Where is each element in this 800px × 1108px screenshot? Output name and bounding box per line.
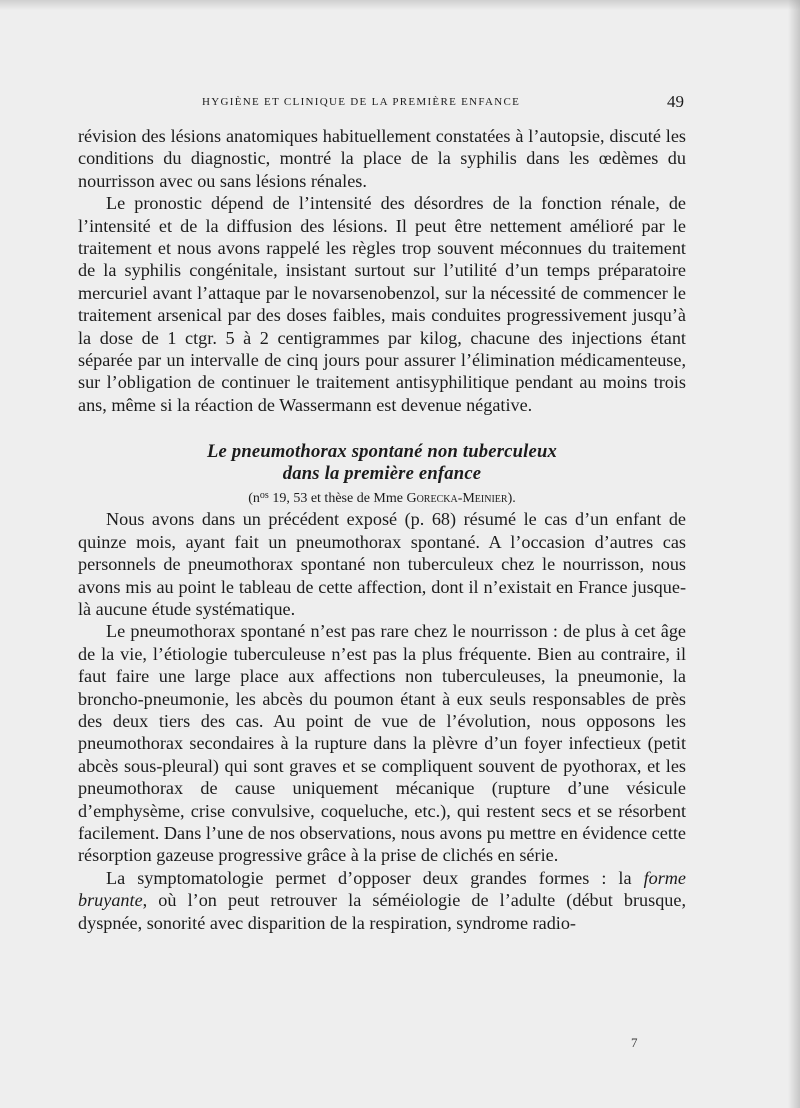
paragraph-etiology: Le pneumothorax spontané n’est pas rare chez le nourrisson : de plus à cet âge de la vie, l’étiologie tuberculeuse n’est pas la plus fréquente. Bien au contraire, il faut faire une large place aux affections non tuberculeuses, la pneumonie, la broncho-pneumonie, les abcès du poumon étant à eux seuls responsables de près des deux tiers des cas. Au point de vue de l’évolution, nous opposons les pneumothorax secondaires à la rupture dans la plèvre d’un foyer infectieux (petit abcès sous-pleural) qui sont graves et se compliquent souvent de pyothorax, et les pneumothorax de cause uniquement mécanique (rupture d’une vésicule d’emphysème, crise convulsive, coqueluche, etc.), qui restent secs et se résorbent facilement. Dans l’une de nos observations, nous avons pu mettre en évidence cette résorption gazeuse progressive grâce à la prise de clichés en série. xyxy=(78,621,686,866)
refs-numbers: 19, 53 et thèse de Mme xyxy=(268,491,407,507)
refs-open: (n xyxy=(248,491,260,507)
paragraph-prognosis: Le pronostic dépend de l’intensité des désordres de la fonction rénale, de l’intensité et de la diffusion des lésions. Il peut être nettement amélioré par le traitement et nous avons rappelé les règles trop souvent méconnues du traitement de la syphilis congénitale, insistant surtout sur l’utilité d’un temps préparatoire mercuriel avant l’attaque par le novarsenobenzol, sur la nécessité de commencer le traitement arsenical par des doses faibles, mais conduites progressivement jusqu’à la dose de 1 ctgr. 5 à 2 centigrammes par kilog, chacune des injections étant séparée par un intervalle de cinq jours pour assurer l’élimination médicamenteuse, sur l’obligation de continuer le traitement antisyphilitique pendant au moins trois ans, même si la réaction de Wassermann est devenue négative. xyxy=(78,193,686,415)
paragraph-symptomatology xyxy=(78,867,686,934)
running-header xyxy=(78,92,684,112)
paragraph-previous-case: Nous avons dans un précédent exposé (p. 68) résumé le cas d’un enfant de quinze mois, ayant fait un pneumothorax spontané. A l’occasion d’autres cas personnels de pneumothorax spontané non tuberculeux chez le nourrisson, nous avons mis au point le tableau de cette affection, dont il n’existait en France jusque-là aucune étude systématique. xyxy=(78,509,686,619)
symptom-text-before: La symptomatologie permet d’opposer deux grandes formes : la xyxy=(106,867,644,888)
refs-superscript: os xyxy=(259,490,269,502)
signature-mark: 7 xyxy=(631,1035,638,1050)
page-number: 49 xyxy=(667,92,684,111)
symptom-text-after: , où l’on peut retrouver la séméiologie de l’adulte (début brusque, dyspnée, sonorité avec disparition de la respiration, syndrome radio- xyxy=(78,890,686,933)
section-title-line-1: Le pneumothorax spontané non tuberculeux xyxy=(207,441,557,463)
body-text xyxy=(78,125,686,934)
symptom-italic-term: forme bruyante xyxy=(78,867,686,911)
paragraph-continuation: révision des lésions anatomiques habituellement constatées à l’autopsie, discuté les conditions du diagnostic, montré la place de la syphilis dans les œdèmes du nourrisson avec ou sans lésions rénales. xyxy=(78,126,686,191)
page-edge-shadow-right xyxy=(788,0,800,1108)
refs-close: ). xyxy=(507,491,516,507)
running-title: HYGIÈNE ET CLINIQUE DE LA PREMIÈRE ENFANCE xyxy=(202,96,521,108)
section-title-line-2: dans la première enfance xyxy=(282,463,482,485)
section-heading xyxy=(78,441,686,508)
refs-author: Gorecka-Meinier xyxy=(406,491,508,507)
section-references xyxy=(78,487,686,508)
page-edge-shadow-top xyxy=(0,0,800,10)
